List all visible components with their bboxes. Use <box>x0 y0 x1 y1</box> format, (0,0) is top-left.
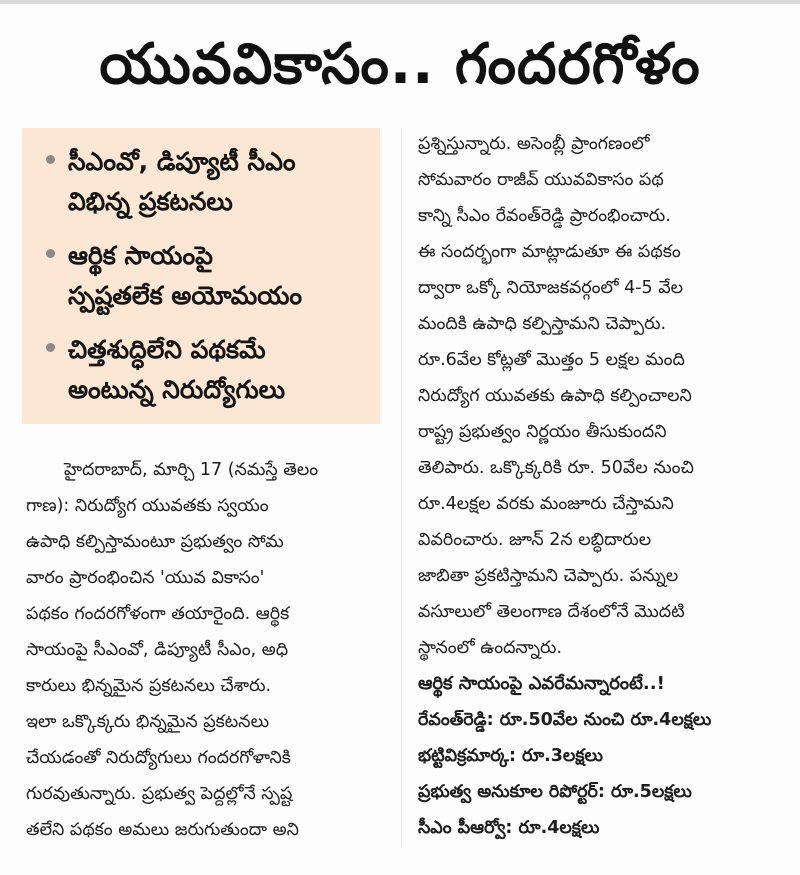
headline: యువవికాసం.. గందరగోళం <box>99 32 701 97</box>
article-line: ఇలా ఒక్కొక్కరు భిన్నమైన ప్రకటనలు <box>26 712 270 732</box>
highlights-box <box>22 128 380 424</box>
article-line: వివరించారు. జూన్ 2న లబ్ధిదారుల <box>418 530 652 550</box>
article-left-column <box>26 452 386 848</box>
statement-item: సీఎం పీఆర్వో: రూ.4లక్షలు <box>418 818 600 838</box>
highlight-line: సీఎంవో, డిప్యూటీ సీఎం <box>68 147 296 176</box>
article-line: ఈ సందర్భంగా మాట్లాడుతూ ఈ పథకం <box>418 242 681 262</box>
article-line: వసూలులో తెలంగాణ దేశంలోనే మొదటి <box>418 602 685 622</box>
highlight-line: అంటున్న నిరుద్యోగులు <box>68 375 286 404</box>
bullet-icon <box>46 249 55 258</box>
highlight-item <box>46 142 364 222</box>
article-line: నిరుద్యోగ యువతకు ఉపాధి కల్పించాలని <box>418 386 692 406</box>
highlight-item <box>46 330 364 410</box>
statement-item: భట్టివిక్రమార్క: రూ.3లక్షలు <box>418 746 603 766</box>
article-line: జాబితా ప్రకటిస్తామని చెప్పారు. పన్నుల <box>418 566 679 586</box>
statement-item: రేవంత్‌రెడ్డి: రూ.50వేల నుంచి రూ.4లక్షలు <box>418 710 712 730</box>
article-line: సాయంపై సీఎంవో, డిప్యూటీ సీఎం, అధి <box>26 640 289 660</box>
article-line: హైదరాబాద్, మార్చి 17 (నమస్తే తెలం <box>64 460 319 480</box>
article-line: మందికి ఉపాధి కల్పిస్తామని చెప్పారు. <box>418 314 667 334</box>
article-line: ద్వారా ఒక్కో నియోజకవర్గంలో 4-5 వేల <box>418 278 684 298</box>
article-line: చేయడంతో నిరుద్యోగులు గందరగోళానికి <box>26 748 291 768</box>
article-line: రూ.4లక్షల వరకు మంజూరు చేస్తామని <box>418 494 674 514</box>
article-line: రాష్ట్ర ప్రభుత్వం నిర్ణయం తీసుకుందని <box>418 422 667 442</box>
statements-subhead: ఆర్థిక సాయంపై ఎవరేమన్నారంటే..! <box>418 673 665 694</box>
article-line: ప్రశ్నిస్తున్నారు. అసెంబ్లీ ప్రాంగణంలో <box>418 134 650 154</box>
highlight-line: ఆర్థిక సాయంపై <box>68 241 213 270</box>
article-line: రూ.6వేల కోట్లతో మొత్తం 5 లక్షల మంది <box>418 350 685 370</box>
article-line: సోమవారం రాజీవ్ యువవికాసం పథ <box>418 170 664 190</box>
highlight-line: విభిన్న ప్రకటనలు <box>68 187 233 216</box>
article-line: గాణ): నిరుద్యోగ యువతకు స్వయం <box>26 496 269 516</box>
article-line: ఉపాధి కల్పిస్తామంటూ ప్రభుత్వం సోమ <box>26 532 284 552</box>
highlight-line: చిత్తశుద్ధిలేని పథకమే <box>68 335 266 364</box>
article-line: పథకం గందరగోళంగా తయారైంది. ఆర్థిక <box>26 604 290 624</box>
article-line: కాన్ని సీఎం రేవంత్‌రెడ్డి ప్రారంభించారు. <box>418 206 671 226</box>
bullet-icon <box>46 343 55 352</box>
article-line: వారం ప్రారంభించిన 'యువ వికాసం' <box>26 568 265 588</box>
column-divider <box>401 128 402 848</box>
article-line: స్థానంలో ఉందన్నారు. <box>418 638 563 658</box>
article-right-column <box>418 126 778 846</box>
top-border <box>0 0 800 4</box>
article-line: తెలిపారు. ఒక్కొక్కరికి రూ. 50వేల నుంచి <box>418 458 694 478</box>
statement-item: ప్రభుత్వ అనుకూల రిపోర్టర్: రూ.5లక్షలు <box>418 782 692 802</box>
article-line: కారులు భిన్నమైన ప్రకటనలు చేశారు. <box>26 676 272 696</box>
bullet-icon <box>46 155 55 164</box>
highlight-item <box>46 236 364 316</box>
article-line: గురవుతున్నారు. ప్రభుత్వ పెద్దల్లోనే స్పష్ట <box>26 784 293 804</box>
article-line: తలేని పథకం అమలు జరుగుతుందా అని <box>26 820 299 840</box>
highlight-line: స్పష్టతలేక అయోమయం <box>68 281 303 310</box>
